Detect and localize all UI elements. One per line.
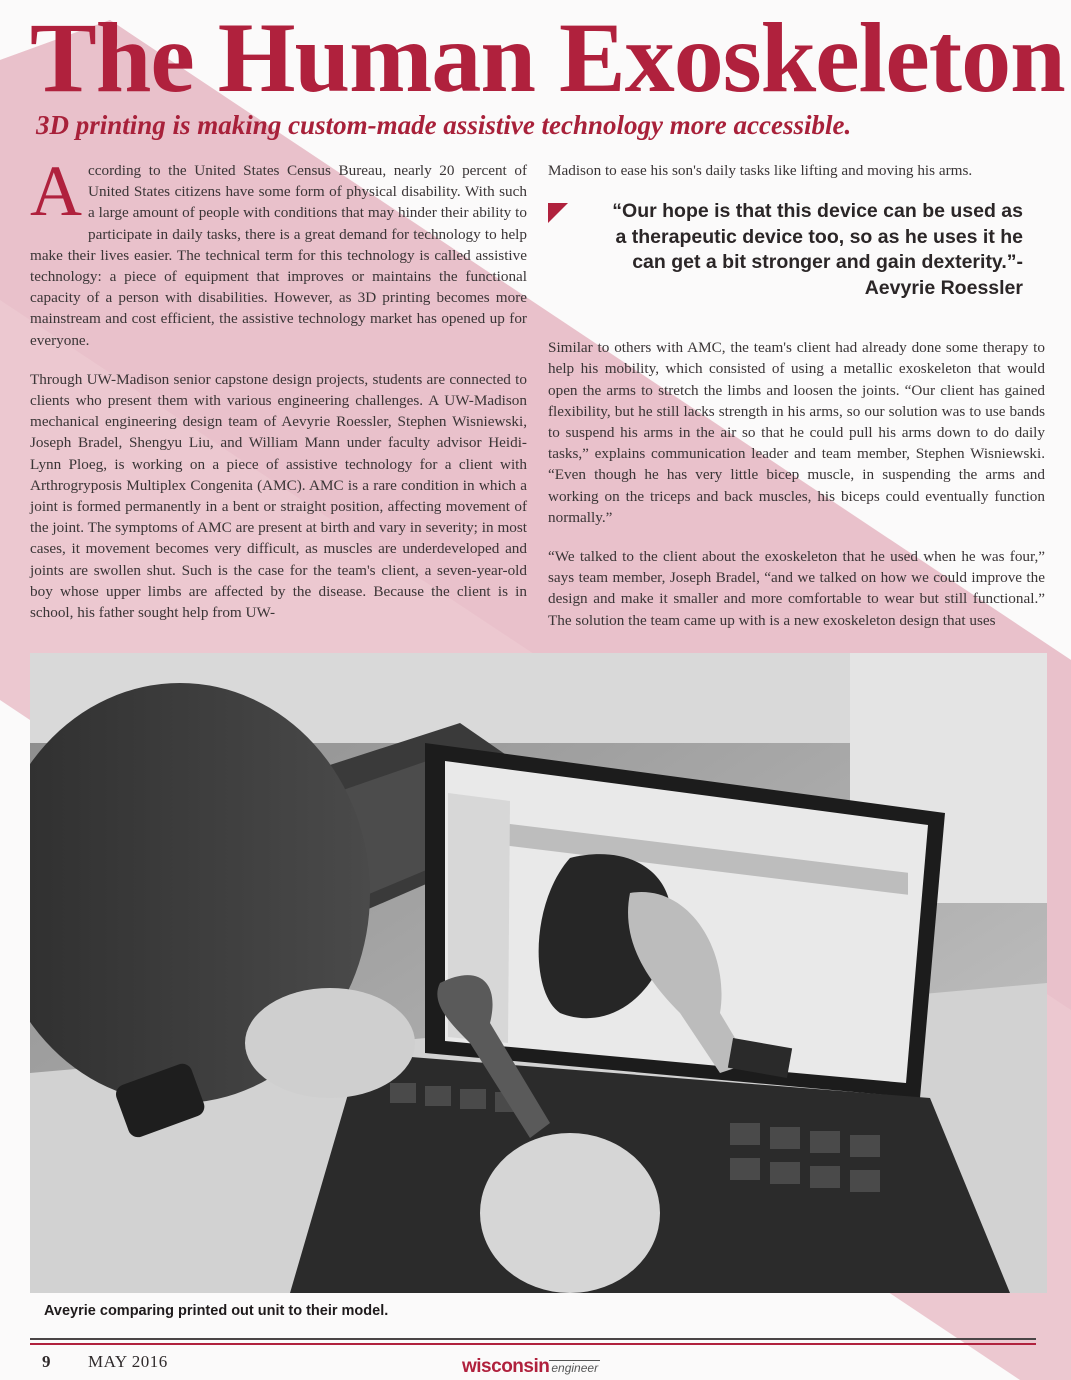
magazine-logo-main: wisconsin — [462, 1356, 550, 1377]
pull-quote-author: Aevyrie Roessler — [864, 276, 1023, 299]
pull-quote-text: “Our hope is that this device can be used as a therapeutic device too, so as he uses it he can get a bit stronger and gain dexterity.”- — [612, 200, 1023, 274]
page-number: 9 — [42, 1352, 51, 1371]
left-column — [30, 151, 527, 623]
footer-divider — [30, 1338, 1036, 1340]
magazine-logo — [462, 1356, 600, 1378]
laptop-cad-photo — [30, 653, 1047, 1293]
therapy-paragraph: Similar to others with AMC, the team's client had already done some therapy to help his mobility, which consisted of using a metallic exoskeleton that would open the arms to stretch the limbs and loosen the joints. “Our client has gained flexibility, but he still lacks strength in his arms, so our solution was to use bands to suspend his arms in the air so that he could pull his arms down to do daily tasks,” explains communication leader and team member, Stephen Wisniewski. “Even though he has very little bicep muscle, in suspending the arms and working on the triceps and back muscles, his biceps could eventually function normally.” — [548, 339, 1045, 526]
photo-caption: Aveyrie comparing printed out unit to their model. — [44, 1303, 389, 1319]
article-photo — [30, 653, 1047, 1293]
article-title: The Human Exoskeleton — [30, 2, 1065, 113]
magazine-logo-sub: engineer — [551, 1361, 599, 1375]
intro-paragraph — [30, 151, 527, 351]
drop-cap: A — [30, 151, 82, 231]
footer-divider-accent — [30, 1343, 1036, 1345]
pull-quote — [548, 199, 1023, 301]
capstone-paragraph: Through UW-Madison senior capstone design projects, students are connected to clients who present them with various engineering challenges. A UW-Madison mechanical engineering design team of Aevyrie Roessler, Stephen Wisniewski, Joseph Bradel, Shengyu Liu, and William Mann under faculty advisor Heidi-Lynn Ploeg, is working on a piece of assistive technology for a client with Arthrogryposis Multiplex Congenita (AMC). AMC is a rare condition in which a joint is formed permanently in a bent or straight position, affecting movement of the joint. The symptoms of AMC are present at birth and vary in severity; in most cases, it movement becomes very difficult, as muscles are underdeveloped and joints are swollen shut. Such is the case for the team's client, a seven-year-old boy whose upper limbs are affected by the disease. Because the client is in school, his father sought help from UW- — [30, 370, 527, 622]
issue-date: MAY 2016 — [88, 1352, 168, 1371]
intro-paragraph-text: ccording to the United States Census Bureau, nearly 20 percent of United States citizens have some form of physical disability. With such a large amount of people with conditions that may hinder their ability to participate in daily tasks, there is a great demand for technology to help make their lives easier. The technical term for this technology is called assistive technology: a piece of equipment that improves or maintains the functional capacity of a person with disabilities. However, as 3D printing becomes more mainstream and cost efficient, the assistive technology market has opened up for everyone. — [30, 162, 527, 349]
continuation-paragraph: Madison to ease his son's daily tasks like lifting and moving his arms. — [548, 162, 973, 179]
right-column — [548, 160, 1045, 631]
quote-triangle-icon — [548, 203, 568, 223]
solution-paragraph: “We talked to the client about the exoskeleton that he used when he was four,” says team member, Joseph Bradel, “and we talked on how we could improve the design and make it smaller and more comfortable to wear but still functional.” The solution the team came up with is a new exoskeleton design that uses — [548, 548, 1045, 629]
article-subtitle: 3D printing is making custom-made assistive technology more accessible. — [36, 110, 852, 140]
